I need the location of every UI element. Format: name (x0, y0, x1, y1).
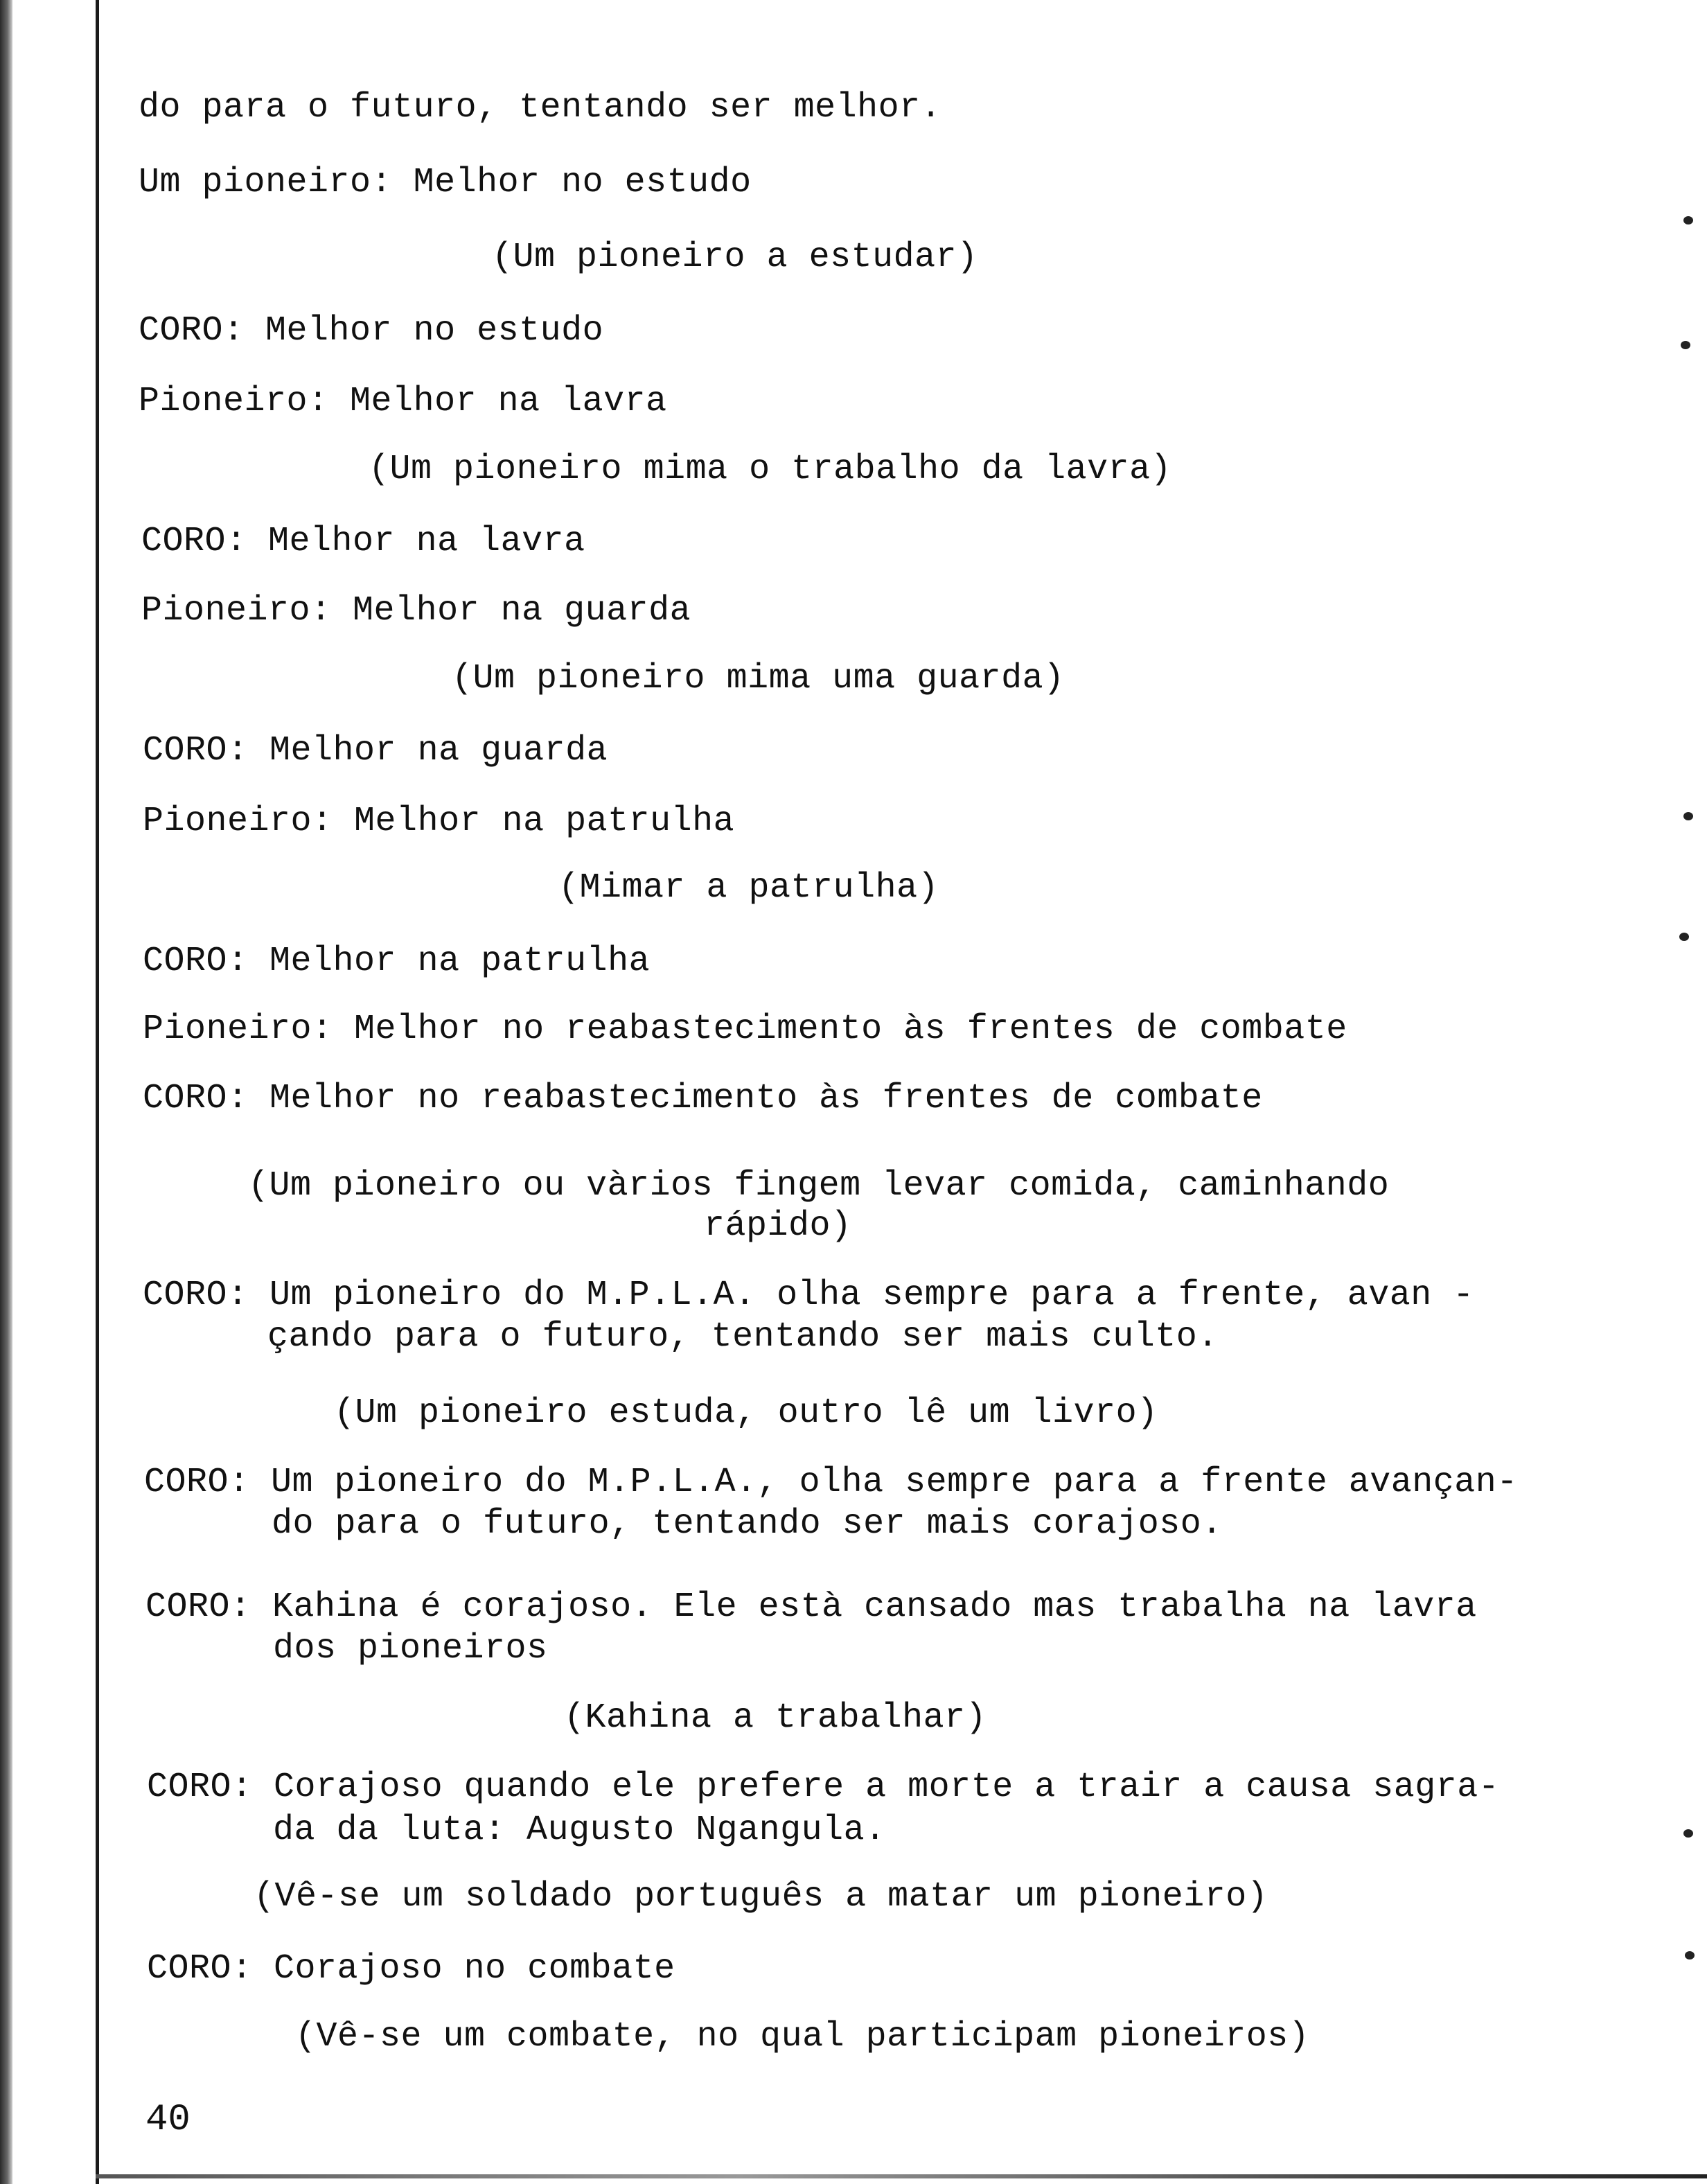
margin-mark (1683, 812, 1693, 820)
dialogue-line: da da luta: Augusto Ngangula. (273, 1811, 886, 1850)
dialogue-line: CORO: Um pioneiro do M.P.L.A., olha sempre para a frente avançan- (144, 1463, 1518, 1502)
stage-direction: (Mimar a patrulha) (558, 868, 939, 908)
stage-direction: (Um pioneiro a estudar) (492, 238, 978, 277)
margin-mark (1683, 216, 1693, 224)
dialogue-line: Pioneiro: Melhor no reabastecimento às frentes de combate (143, 1010, 1347, 1049)
stage-direction: rápido) (704, 1206, 852, 1246)
stage-direction: (Um pioneiro mima o trabalho da lavra) (369, 450, 1172, 489)
dialogue-line: CORO: Melhor na guarda (143, 731, 608, 770)
dialogue-line: çando para o futuro, tentando ser mais culto. (267, 1317, 1219, 1357)
stage-direction: (Vê-se um soldado português a matar um pioneiro) (254, 1877, 1268, 1917)
margin-mark (1679, 933, 1689, 941)
page-number: 40 (145, 2099, 191, 2141)
dialogue-line: CORO: Um pioneiro do M.P.L.A. olha sempre para a frente, avan - (143, 1276, 1474, 1315)
bottom-rule (96, 2174, 1707, 2178)
dialogue-line: do para o futuro, tentando ser mais corajoso. (272, 1504, 1223, 1544)
dialogue-line: CORO: Melhor na lavra (141, 522, 585, 561)
stage-direction: (Um pioneiro ou vàrios fingem levar comida, caminhando (248, 1166, 1390, 1206)
margin-mark (1681, 341, 1690, 349)
dialogue-line: CORO: Melhor no reabastecimento às frentes de combate (143, 1079, 1263, 1118)
dialogue-line: CORO: Kahina é corajoso. Ele està cansado mas trabalha na lavra (145, 1587, 1477, 1627)
dialogue-line: CORO: Melhor no estudo (139, 311, 604, 351)
dialogue-line: Um pioneiro: Melhor no estudo (139, 163, 752, 202)
margin-mark (1683, 1829, 1693, 1838)
dialogue-line: Pioneiro: Melhor na patrulha (143, 802, 735, 841)
stage-direction: (Kahina a trabalhar) (564, 1698, 987, 1738)
stage-direction: (Um pioneiro estuda, outro lê um livro) (334, 1393, 1158, 1433)
scan-left-edge (0, 0, 12, 2184)
dialogue-line: dos pioneiros (273, 1629, 548, 1668)
dialogue-line: Pioneiro: Melhor na guarda (141, 591, 691, 631)
dialogue-line: CORO: Melhor na patrulha (143, 942, 651, 981)
dialogue-line: CORO: Corajoso quando ele prefere a morte a trair a causa sagra- (147, 1768, 1500, 1807)
dialogue-line: do para o futuro, tentando ser melhor. (139, 88, 942, 127)
margin-rule (96, 0, 99, 2184)
stage-direction: (Um pioneiro mima uma guarda) (452, 659, 1065, 698)
margin-mark (1685, 1951, 1695, 1960)
dialogue-line: CORO: Corajoso no combate (147, 1949, 675, 1989)
stage-direction: (Vê-se um combate, no qual participam pioneiros) (295, 2017, 1310, 2057)
dialogue-line: Pioneiro: Melhor na lavra (139, 382, 667, 421)
